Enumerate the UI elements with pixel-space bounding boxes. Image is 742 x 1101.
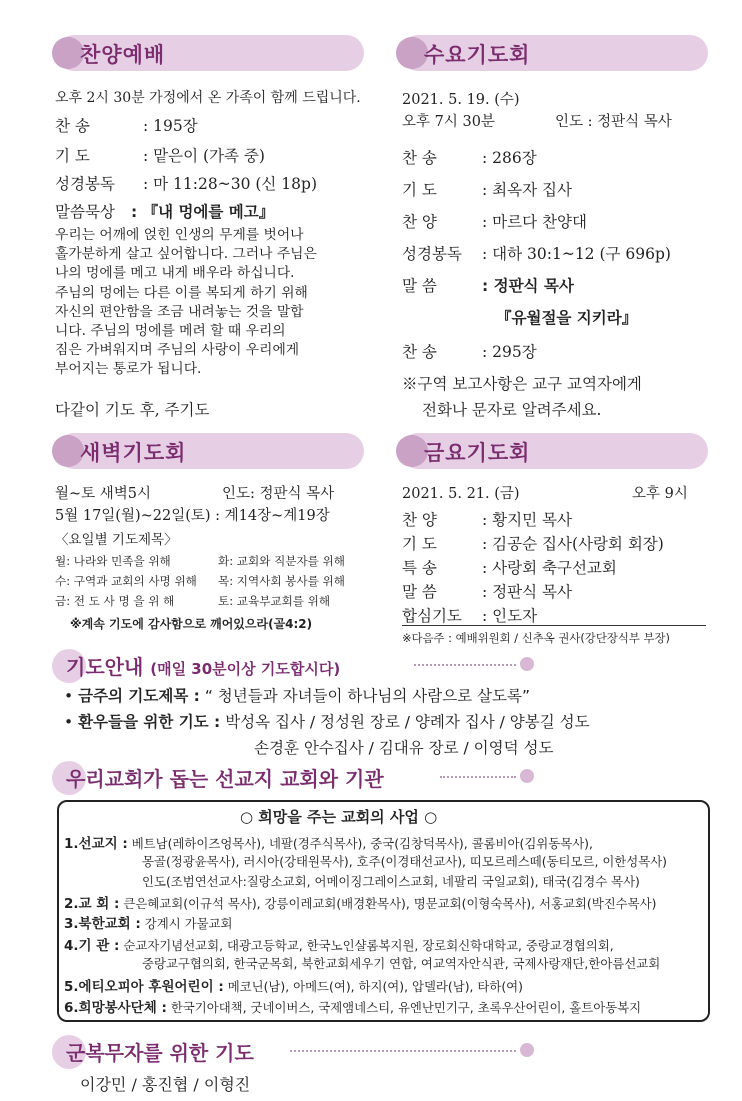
- wednesday-row-prayer: 기 도 : 최옥자 집사: [402, 181, 572, 199]
- end-dot-icon: [520, 657, 534, 671]
- wednesday-note-2: 전화나 문자로 알려주세요.: [422, 401, 602, 419]
- dawn-leader: 인도: 정판식 목사: [222, 486, 335, 502]
- missions-entry-line: 인도(조범연선교사:질랑소교회, 어메이징그레이스교회, 네팔리 국일교회), 태국(김경수 목사): [142, 874, 640, 889]
- end-dot-icon: [520, 769, 534, 783]
- friday-row-special-song: 특 송 : 사랑회 축구선교회: [402, 559, 617, 577]
- missions-entry-line: 몽골(정광윤목사), 러시아(강태원목사), 호주(이경태선교사), 띠모르레스떼(동티모르, 이한성목사): [142, 854, 668, 869]
- dotted-rule: [414, 664, 516, 666]
- wednesday-sermon-title: 『유월절을 지키라』: [496, 309, 638, 327]
- missions-entry: 6.희망봉사단체 : 한국기아대책, 굿네이버스, 국제앰네스티, 유엔난민기구, 초록우산어린이, 홀트아동복지: [64, 1000, 642, 1016]
- sunday-row-reading: 성경봉독 : 마 11:28~30 (신 18p): [55, 175, 317, 193]
- end-dot-icon: [520, 1043, 534, 1057]
- dawn-topic-item: 화: 교회와 직분자를 위해: [218, 554, 345, 568]
- missions-entry-line: 중랑교구협의회, 한국군목회, 북한교회세우기 연합, 여교역자안식관, 국제사랑재단,한아름선교회: [142, 956, 661, 971]
- missions-entry: 1.선교지 : 베트남(레하이즈엉목사), 네팔(경주식목사), 중국(김창덕목사), 콜롬비아(김위동목사),: [64, 836, 593, 852]
- friday-time: 오후 9시: [632, 486, 688, 502]
- section-title: 수요기도회: [424, 43, 531, 67]
- section-header-dawn: [56, 433, 364, 469]
- dawn-verse: ※계속 기도에 감사함으로 깨어있으라(골4:2): [70, 617, 313, 631]
- dawn-topic-item: 토: 교육부교회를 위해: [218, 594, 331, 608]
- friday-next-week: ※다음주 : 예배위원회 / 신추옥 권사(강단장식부 부장): [402, 631, 670, 645]
- dawn-days: 월~토 새벽5시: [55, 486, 152, 502]
- sunday-intro: 오후 2시 30분 가정에서 온 가족이 함께 드립니다.: [55, 90, 361, 106]
- friday-row-praise: 찬 양 : 황지민 목사: [402, 511, 572, 529]
- friday-row-group-prayer: 합심기도 : 인도자: [402, 607, 538, 625]
- dawn-topic-item: 목: 지역사회 봉사를 위해: [218, 574, 345, 588]
- wednesday-row-closing-hymn: 찬 송 : 295장: [402, 343, 537, 361]
- dawn-range: 5월 17일(월)~22일(토) : 계14장~계19장: [55, 508, 330, 524]
- missions-entry: 4.기 관 : 순교자기념선교회, 대광고등학교, 한국노인샬롬복지원, 장로회신학대학교, 중랑교경협의회,: [64, 938, 614, 954]
- wednesday-row-hymn: 찬 송 : 286장: [402, 149, 537, 167]
- sunday-row-prayer: 기 도 : 맡은이 (가족 중): [55, 147, 265, 165]
- dawn-topic-item: 수: 구역과 교회의 사명 위해: [55, 574, 197, 588]
- wednesday-date: 2021. 5. 19. (수): [402, 92, 520, 108]
- prayer-patients-continued: 손경훈 안수집사 / 김대유 장로 / 이영덕 성도: [254, 739, 554, 757]
- missions-entry: 2.교 회 : 큰은혜교회(이규석 목사), 강릉이레교회(배경환목사), 명문교회(이형숙목사), 서홍교회(박진수목사): [64, 896, 657, 912]
- missions-entry: 3.북한교회 : 강계시 가물교회: [64, 916, 233, 932]
- section-header-friday: [400, 433, 708, 469]
- friday-row-sermon: 말 씀 : 정판식 목사: [402, 583, 572, 601]
- divider: [402, 625, 706, 626]
- wednesday-time: 오후 7시 30분: [402, 114, 495, 130]
- military-header: 군복무자를 위한 기도: [66, 1037, 254, 1066]
- section-header-sunday: [56, 35, 364, 71]
- friday-date: 2021. 5. 21. (금): [402, 486, 520, 502]
- friday-row-prayer: 기 도 : 김공순 집사(사랑회 회장): [402, 535, 664, 553]
- section-header-wednesday: [400, 35, 708, 71]
- prayer-patients-item: • 환우들을 위한 기도 : 박성옥 집사 / 정성원 장로 / 양례자 집사 / 양봉길 성도: [64, 713, 590, 731]
- wednesday-leader: 인도 : 정판식 목사: [555, 114, 672, 130]
- dawn-topic-item: 월: 나라와 민족을 위해: [55, 554, 171, 568]
- section-title: 금요기도회: [424, 441, 531, 465]
- dawn-topics-title: 〈요일별 기도제목〉: [55, 532, 178, 548]
- dotted-rule: [440, 776, 516, 778]
- missions-header: 우리교회가 돕는 선교지 교회와 기관: [66, 763, 384, 792]
- wednesday-row-reading: 성경봉독 : 대하 30:1~12 (구 696p): [402, 245, 671, 263]
- wednesday-note-1: ※구역 보고사항은 교구 교역자에게: [402, 375, 642, 393]
- section-title: 찬양예배: [80, 43, 166, 67]
- sunday-closing: 다같이 기도 후, 주기도: [55, 401, 210, 419]
- section-title: 새벽기도회: [80, 441, 187, 465]
- military-names: 이강민 / 홍진협 / 이형진: [80, 1075, 251, 1094]
- sunday-row-hymn: 찬 송 : 195장: [55, 117, 198, 135]
- wednesday-row-sermon: 말 씀 : 정판식 목사: [402, 277, 574, 295]
- dawn-topic-item: 금: 전 도 사 명 을 위 해: [55, 594, 175, 608]
- missions-entry: 5.에티오피아 후원어린이 : 메코닌(남), 아메드(여), 하지(여), 압델라(남), 타하(여): [64, 979, 523, 995]
- wednesday-row-choir: 찬 양 : 마르다 찬양대: [402, 213, 587, 231]
- prayer-topic-item: • 금주의 기도제목 : “ 청년들과 자녀들이 하나님의 사람으로 살도록”: [64, 687, 531, 705]
- missions-box-title: ○ 희망을 주는 교회의 사업 ○: [240, 808, 438, 826]
- sunday-meditation-paragraph: 우리는 어깨에 얹힌 인생의 무게를 벗어나 홀가분하게 살고 싶어합니다. 그러나 주님은 나의 멍에를 메고 내게 배우라 하십니다. 주님의 멍에는 다른 이를 복되게 하기 위해 자신의 편안함을 조금 내려놓는 것을 말합 니다. 주님의 멍에를 메려 할 때 우리의 짐은 가벼워지며 주님의 사랑이 우리에게 부어지는 통로가 됩니다.: [55, 227, 317, 378]
- prayer-guide-header: 기도안내 (매일 30분이상 기도합시다): [66, 651, 340, 680]
- dotted-rule: [290, 1050, 516, 1052]
- sunday-row-sermon: 말씀묵상 : 『내 멍에를 메고』: [55, 203, 275, 221]
